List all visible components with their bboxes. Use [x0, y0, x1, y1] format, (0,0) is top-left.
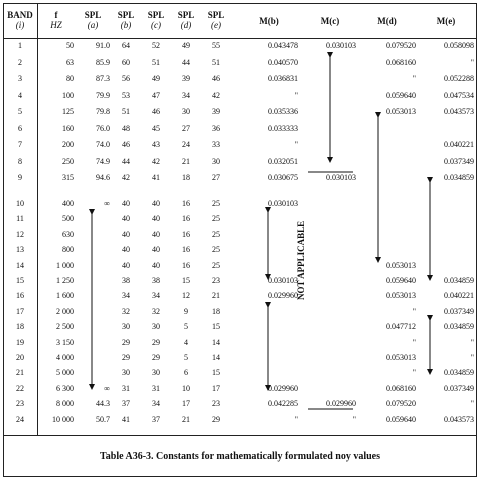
cell-spl-d: 16 [182, 229, 190, 239]
cell-frequency: 1 250 [56, 276, 74, 285]
header-line1: SPL [207, 10, 225, 20]
cell-spl-a: 91.0 [96, 41, 110, 50]
cell-frequency: 160 [62, 123, 74, 133]
cell-spl-b: 29 [122, 353, 130, 362]
cell-spl-c: 30 [152, 368, 160, 378]
cell-m-c: " [352, 414, 356, 424]
cell-spl-b: 51 [122, 107, 130, 116]
cell-spl-c: 32 [152, 306, 160, 316]
cell-m-d: 0.053013 [386, 353, 416, 362]
cell-m-e: 0.034859 [444, 276, 474, 285]
cell-frequency: 63 [66, 57, 74, 67]
cell-spl-a: 74.9 [96, 156, 110, 166]
cell-band: 17 [16, 306, 24, 316]
cell-band: 6 [18, 123, 22, 133]
cell-m-d: 0.079520 [386, 399, 416, 409]
cell-frequency: 50 [66, 41, 74, 50]
cell-m-d: 0.047712 [386, 322, 416, 332]
cell-m-c: 0.030103 [326, 173, 356, 182]
cell-spl-d: 16 [182, 260, 190, 270]
cell-m-b: 0.029960 [268, 291, 298, 301]
cell-spl-d: 5 [184, 353, 188, 362]
header-line1: SPL [177, 10, 195, 20]
cell-spl-c: 34 [152, 291, 160, 301]
cell-spl-a: 50.7 [96, 414, 110, 424]
cell-spl-d: 27 [182, 123, 190, 133]
cell-m-e: 0.052288 [444, 74, 474, 83]
cell-m-d: 0.053013 [386, 291, 416, 301]
cell-spl-c: 29 [152, 353, 160, 362]
cell-spl-c: 38 [152, 276, 160, 285]
cell-spl-e: 25 [212, 229, 220, 239]
cell-spl-d: 15 [182, 276, 190, 285]
cell-spl-b: 42 [122, 173, 130, 182]
cell-m-b: 0.032051 [268, 156, 298, 166]
cell-band: 15 [16, 276, 24, 285]
cell-spl-d: 18 [182, 173, 190, 182]
cell-spl-b: 40 [122, 199, 130, 208]
cell-band: 12 [16, 229, 24, 239]
cell-spl-b: 29 [122, 337, 130, 347]
cell-spl-e: 25 [212, 245, 220, 255]
cell-m-e: 0.037349 [444, 156, 474, 166]
cell-spl-d: 17 [182, 399, 190, 409]
cell-spl-b: 46 [122, 140, 130, 149]
cell-spl-e: 17 [212, 383, 220, 393]
header-line1: SPL [117, 10, 135, 20]
cell-spl-d: 12 [182, 291, 190, 301]
cell-m-d: 0.068160 [386, 383, 416, 393]
cell-spl-d: 39 [182, 74, 190, 83]
cell-m-b: 0.040570 [268, 57, 298, 67]
cell-m-b: " [294, 414, 298, 424]
cell-spl-c: 42 [152, 156, 160, 166]
cell-spl-b: 53 [122, 90, 130, 100]
cell-band: 7 [18, 140, 22, 149]
cell-m-b: 0.030103 [268, 199, 298, 208]
cell-spl-b: 64 [122, 41, 130, 50]
cell-band: 2 [18, 57, 22, 67]
cell-frequency: 2 000 [56, 306, 74, 316]
cell-spl-b: 60 [122, 57, 130, 67]
cell-m-e: 0.034859 [444, 322, 474, 332]
cell-spl-b: 37 [122, 399, 130, 409]
header-line2: (i) [15, 20, 25, 30]
cell-spl-e: 36 [212, 123, 220, 133]
cell-m-e: 0.037349 [444, 306, 474, 316]
cell-spl-e: 25 [212, 260, 220, 270]
cell-spl-b: 40 [122, 229, 130, 239]
cell-frequency: 200 [62, 140, 74, 149]
cell-spl-a: 94.6 [96, 173, 110, 182]
cell-spl-e: 39 [212, 107, 220, 116]
cell-spl-c: 29 [152, 337, 160, 347]
header-line2: (b) [120, 20, 132, 30]
cell-frequency: 4 000 [56, 353, 74, 362]
cell-spl-c: 34 [152, 399, 160, 409]
header-line1: M(d) [377, 16, 397, 26]
cell-m-d: 0.053013 [386, 260, 416, 270]
cell-frequency: 250 [62, 156, 74, 166]
cell-m-e: " [470, 399, 474, 409]
cell-m-d: 0.059640 [386, 90, 416, 100]
cell-spl-b: 30 [122, 322, 130, 332]
table-caption: Table A36-3. Constants for mathematically formulated noy values [100, 451, 380, 462]
cell-spl-d: 16 [182, 245, 190, 255]
cell-frequency: 8 000 [56, 399, 74, 409]
cell-spl-d: 49 [182, 41, 190, 50]
cell-spl-e: 15 [212, 368, 220, 378]
header-line2: (c) [151, 20, 161, 30]
cell-spl-a: 44.3 [96, 399, 110, 409]
cell-m-e: 0.043573 [444, 107, 474, 116]
cell-spl-b: 40 [122, 245, 130, 255]
cell-m-b: 0.029960 [268, 383, 298, 393]
header-line1: BAND [7, 10, 33, 20]
cell-m-b: 0.030103 [268, 276, 298, 285]
cell-spl-a: 79.8 [96, 107, 110, 116]
cell-spl-d: 9 [184, 306, 188, 316]
cell-spl-d: 6 [184, 368, 188, 378]
cell-spl-c: 40 [152, 214, 160, 224]
cell-spl-e: 30 [212, 156, 220, 166]
cell-m-e: 0.047534 [444, 90, 474, 100]
cell-m-d: " [412, 337, 416, 347]
cell-m-d: " [412, 306, 416, 316]
cell-frequency: 1 000 [56, 260, 74, 270]
header-line2: (d) [180, 20, 192, 30]
cell-spl-e: 29 [212, 414, 220, 424]
header-line2: HZ [50, 20, 62, 30]
header-line1: f [54, 10, 58, 20]
cell-m-e: 0.034859 [444, 173, 474, 182]
header-line1: SPL [147, 10, 165, 20]
cell-spl-c: 52 [152, 41, 160, 50]
cell-frequency: 5 000 [56, 368, 74, 378]
cell-spl-b: 40 [122, 260, 130, 270]
cell-frequency: 630 [62, 229, 74, 239]
cell-m-e: " [470, 353, 474, 362]
cell-spl-c: 43 [152, 140, 160, 149]
cell-band: 11 [16, 214, 24, 224]
header-line1: M(b) [259, 16, 279, 26]
cell-band: 22 [16, 383, 24, 393]
cell-spl-e: 33 [212, 140, 220, 149]
cell-spl-d: 16 [182, 214, 190, 224]
cell-band: 8 [18, 156, 22, 166]
cell-spl-a: 87.3 [96, 74, 110, 83]
cell-frequency: 2 500 [56, 322, 74, 332]
cell-spl-e: 25 [212, 199, 220, 208]
cell-spl-b: 32 [122, 306, 130, 316]
cell-frequency: 6 300 [56, 383, 74, 393]
cell-band: 10 [16, 199, 24, 208]
cell-spl-d: 30 [182, 107, 190, 116]
cell-frequency: 100 [62, 90, 74, 100]
cell-frequency: 10 000 [52, 414, 74, 424]
cell-m-c: 0.030103 [326, 41, 356, 50]
cell-spl-c: 37 [152, 414, 160, 424]
cell-spl-c: 49 [152, 74, 160, 83]
cell-m-b: 0.042285 [268, 399, 298, 409]
cell-spl-e: 46 [212, 74, 220, 83]
cell-spl-e: 15 [212, 322, 220, 332]
cell-spl-b: 31 [122, 383, 130, 393]
cell-spl-c: 46 [152, 107, 160, 116]
not-applicable-label: NOT APPLICABLE [296, 220, 306, 300]
cell-frequency: 800 [62, 245, 74, 255]
cell-m-b: " [294, 90, 298, 100]
cell-spl-d: 10 [182, 383, 190, 393]
header-line1: SPL [84, 10, 102, 20]
cell-frequency: 500 [62, 214, 74, 224]
cell-band: 9 [18, 173, 22, 182]
cell-spl-e: 14 [212, 353, 220, 362]
cell-spl-d: 16 [182, 199, 190, 208]
cell-spl-c: 41 [152, 173, 160, 182]
cell-spl-c: 30 [152, 322, 160, 332]
cell-band: 16 [16, 291, 24, 301]
cell-spl-e: 18 [212, 306, 220, 316]
cell-frequency: 3 150 [56, 337, 74, 347]
cell-spl-b: 34 [122, 291, 130, 301]
header-line1: M(e) [436, 16, 456, 26]
cell-m-d: 0.059640 [386, 414, 416, 424]
header-line2: (e) [211, 20, 221, 30]
cell-m-e: " [470, 337, 474, 347]
cell-band: 3 [18, 74, 22, 83]
cell-spl-b: 44 [122, 156, 130, 166]
cell-spl-e: 14 [212, 337, 220, 347]
cell-band: 20 [16, 353, 24, 362]
cell-band: 19 [16, 337, 24, 347]
cell-spl-b: 38 [122, 276, 130, 285]
cell-m-d: 0.053013 [386, 107, 416, 116]
cell-m-d: 0.079520 [386, 41, 416, 50]
cell-m-d: 0.068160 [386, 57, 416, 67]
cell-m-b: 0.036831 [268, 74, 298, 83]
cell-frequency: 315 [62, 173, 74, 182]
cell-m-e: 0.040221 [444, 291, 474, 301]
cell-spl-e: 23 [212, 276, 220, 285]
cell-m-c: 0.029960 [326, 399, 356, 409]
header-line2: (a) [87, 20, 99, 30]
cell-m-b: 0.043478 [268, 41, 298, 50]
cell-m-d: 0.059640 [386, 276, 416, 285]
cell-band: 1 [18, 41, 22, 50]
cell-spl-e: 27 [212, 173, 220, 182]
cell-m-e: 0.037349 [444, 383, 474, 393]
cell-spl-a: ∞ [104, 383, 110, 393]
cell-spl-e: 23 [212, 399, 220, 409]
cell-band: 14 [16, 260, 24, 270]
cell-spl-d: 21 [182, 156, 190, 166]
cell-spl-a: 76.0 [96, 123, 110, 133]
cell-spl-e: 55 [212, 41, 220, 50]
cell-m-b: 0.033333 [268, 123, 298, 133]
cell-frequency: 125 [62, 107, 74, 116]
cell-band: 21 [16, 368, 24, 378]
cell-m-b: 0.030675 [268, 173, 298, 182]
cell-spl-c: 40 [152, 260, 160, 270]
cell-spl-d: 24 [182, 140, 190, 149]
cell-spl-d: 44 [182, 57, 190, 67]
cell-spl-a: 79.9 [96, 90, 110, 100]
cell-spl-c: 40 [152, 245, 160, 255]
cell-spl-c: 40 [152, 229, 160, 239]
cell-spl-d: 4 [184, 337, 188, 347]
cell-m-b: 0.035336 [268, 107, 298, 116]
cell-spl-b: 48 [122, 123, 130, 133]
cell-m-e: 0.040221 [444, 140, 474, 149]
cell-frequency: 80 [66, 74, 74, 83]
cell-band: 18 [16, 322, 24, 332]
cell-spl-e: 51 [212, 57, 220, 67]
cell-spl-c: 51 [152, 57, 160, 67]
cell-m-e: 0.034859 [444, 368, 474, 378]
cell-frequency: 1 600 [56, 291, 74, 301]
cell-m-e: 0.043573 [444, 414, 474, 424]
cell-spl-b: 56 [122, 74, 130, 83]
cell-spl-b: 40 [122, 214, 130, 224]
cell-spl-d: 34 [182, 90, 190, 100]
cell-spl-b: 30 [122, 368, 130, 378]
cell-m-d: " [412, 74, 416, 83]
cell-band: 23 [16, 399, 24, 409]
cell-band: 5 [18, 107, 22, 116]
cell-spl-c: 45 [152, 123, 160, 133]
cell-m-d: " [412, 368, 416, 378]
cell-m-b: " [294, 140, 298, 149]
cell-spl-c: 47 [152, 90, 160, 100]
cell-spl-e: 42 [212, 90, 220, 100]
cell-spl-c: 31 [152, 383, 160, 393]
cell-spl-e: 21 [212, 291, 220, 301]
cell-frequency: 400 [62, 199, 74, 208]
cell-band: 4 [18, 90, 22, 100]
cell-spl-b: 41 [122, 414, 130, 424]
cell-spl-a: 85.9 [96, 57, 110, 67]
cell-m-e: 0.058098 [444, 41, 474, 50]
cell-spl-a: ∞ [104, 199, 110, 208]
header-line1: M(c) [320, 16, 340, 26]
cell-spl-a: 74.0 [96, 140, 110, 149]
cell-spl-e: 25 [212, 214, 220, 224]
cell-band: 24 [16, 414, 24, 424]
cell-spl-d: 5 [184, 322, 188, 332]
cell-m-e: " [470, 57, 474, 67]
cell-spl-c: 40 [152, 199, 160, 208]
cell-band: 13 [16, 245, 24, 255]
cell-spl-d: 21 [182, 414, 190, 424]
